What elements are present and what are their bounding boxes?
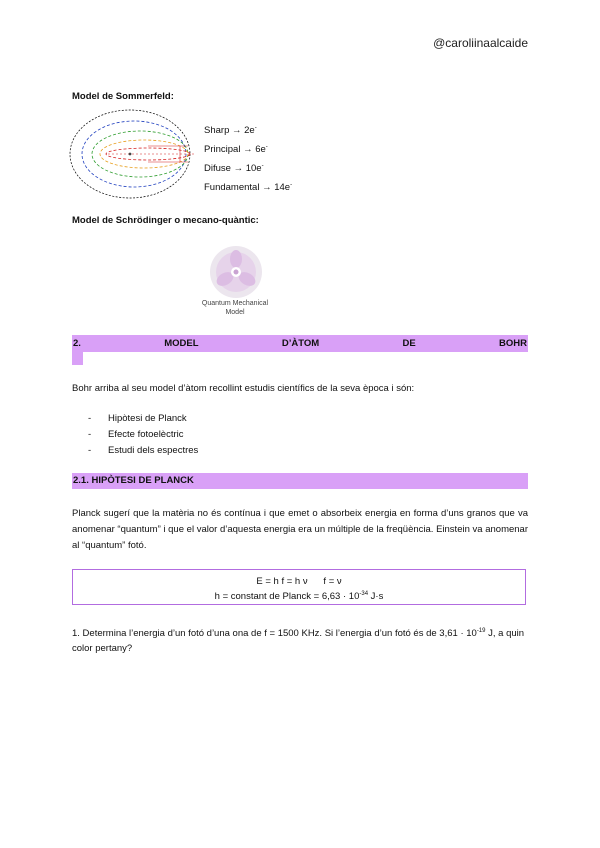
sommerfeld-heading: Model de Sommerfeld: — [72, 91, 174, 102]
formula-line-2: h = constant de Planck = $6,63 \cdot 10^{-34}$ J·s — [214, 591, 384, 603]
level-row: Fundamental → 14e- — [204, 182, 293, 194]
level-row: Principal → 6e- — [204, 144, 268, 156]
planck-paragraph: Planck sugerí que la matèria no és contínua i que emet o absorbeix energia en forma d’uns granos que va anomenar “quantum” i que el valor d’aquesta energia era un múltiple de la freqüència. Einstein va anomenar al “quantum” fotó. — [72, 508, 528, 551]
quantum-model-image — [209, 245, 263, 299]
schrodinger-heading: Model de Schrödinger o mecano-quàntic: — [72, 215, 259, 226]
sommerfeld-orbits-diagram — [68, 108, 200, 200]
subsection-heading-planck: 2.1. HIPÒTESI DE PLANCK — [72, 473, 528, 489]
level-row: Difuse → 10e- — [204, 163, 264, 175]
exercise-question: 1. Determina l’energia d’un fotó d’una ona de f = 1500 KHz. Si l’energia d’un fotó és de $3,61 \cdot 10^{-19}$ J, a quin color pertany? — [72, 628, 525, 655]
list-item: - Efecte fotoelèctric — [88, 429, 184, 440]
author-handle: @caroliinaalcaide — [433, 36, 528, 50]
quantum-model-caption: Quantum Mechanical Model — [201, 300, 269, 316]
formula-line-1: E = h f = h ν f = ν — [256, 576, 342, 587]
level-row: Sharp → 2e- — [204, 125, 257, 137]
nucleus — [129, 153, 132, 156]
section-heading-tail — [72, 352, 83, 365]
bohr-bullet-list — [72, 411, 198, 459]
bohr-intro-paragraph: Bohr arriba al seu model d’àtom recollint estudis científics de la seva època i són: — [72, 383, 415, 394]
sommerfeld-levels — [204, 120, 292, 197]
planck-formula-box — [72, 569, 526, 605]
section-heading-bohr: 2. MODEL D’ÀTOM DE BOHR — [72, 335, 528, 352]
list-item: - Hipòtesi de Planck — [88, 413, 187, 424]
list-item: - Estudi dels espectres — [88, 445, 199, 456]
